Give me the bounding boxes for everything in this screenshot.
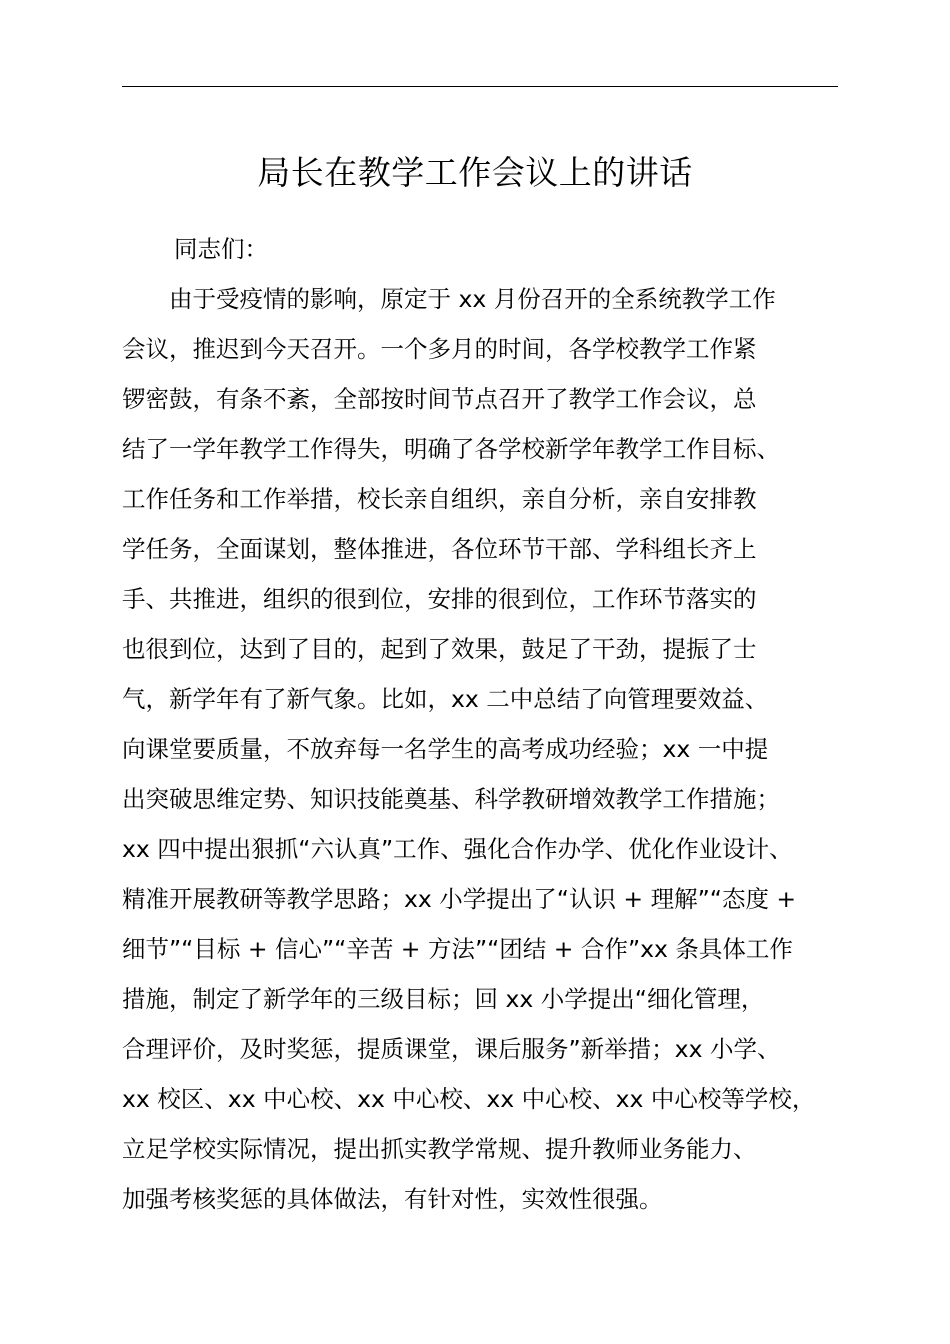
paragraph-line: 由于受疫情的影响，原定于 xx 月份召开的全系统教学工作 [122,285,776,313]
paragraph-line: 加强考核奖惩的具体做法，有针对性，实效性很强。 [122,1185,663,1213]
paragraph-line: 措施，制定了新学年的三级目标；回 xx 小学提出“细化管理， [122,985,765,1013]
paragraph-line: 向课堂要质量，不放弃每一名学生的高考成功经验；xx 一中提 [122,735,769,763]
salutation: 同志们： [174,235,268,263]
paragraph-line: 精准开展教研等教学思路；xx 小学提出了“认识 + 理解”“态度 + [122,885,797,913]
header-rule [122,86,838,87]
paragraph-line: 立足学校实际情况，提出抓实教学常规、提升教师业务能力、 [122,1135,757,1163]
paragraph-line: 锣密鼓，有条不紊，全部按时间节点召开了教学工作会议，总 [122,385,757,413]
paragraph-line: xx 校区、xx 中心校、xx 中心校、xx 中心校、xx 中心校等学校， [122,1085,816,1113]
paragraph-line: 细节”“目标 + 信心”“辛苦 + 方法”“团结 + 合作”xx 条具体工作 [122,935,793,963]
paragraph-line: 合理评价，及时奖惩，提质课堂，课后服务”新举措；xx 小学、 [122,1035,781,1063]
paragraph-line: 气，新学年有了新气象。比如，xx 二中总结了向管理要效益、 [122,685,769,713]
paragraph-line: 学任务，全面谋划，整体推进，各位环节干部、学科组长齐上 [122,535,757,563]
paragraph-line: 也很到位，达到了目的，起到了效果，鼓足了干劲，提振了士 [122,635,757,663]
paragraph-line: 工作任务和工作举措，校长亲自组织，亲自分析，亲自安排教 [122,485,757,513]
document-body [122,224,862,1224]
paragraph-line: xx 四中提出狠抓“六认真”工作、强化合作办学、优化作业设计、 [122,835,793,863]
paragraph-line: 手、共推进，组织的很到位，安排的很到位，工作环节落实的 [122,585,757,613]
document-title: 局长在教学工作会议上的讲话 [257,153,693,192]
paragraph-line: 结了一学年教学工作得失，明确了各学校新学年教学工作目标、 [122,435,780,463]
paragraph-line: 出突破思维定势、知识技能奠基、科学教研增效教学工作措施； [122,785,780,813]
paragraph-line: 会议，推迟到今天召开。一个多月的时间，各学校教学工作紧 [122,335,757,363]
